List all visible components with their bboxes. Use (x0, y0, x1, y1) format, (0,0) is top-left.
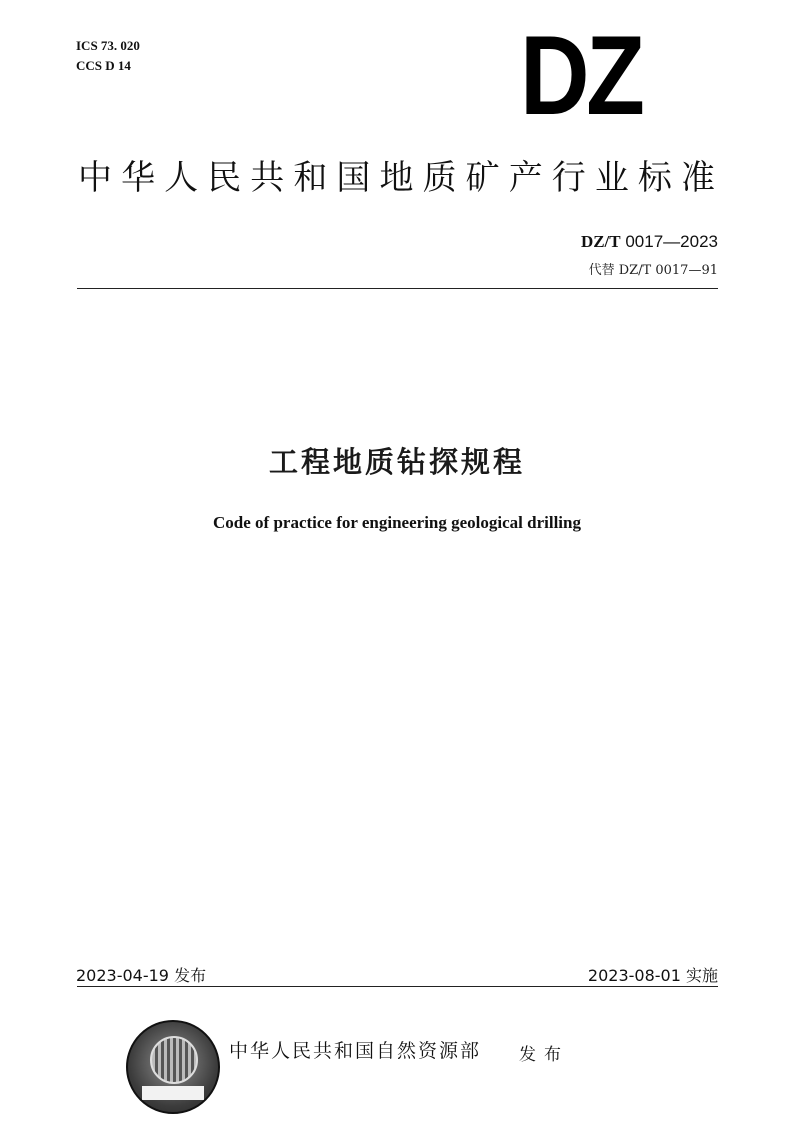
ics-code: ICS 73. 020 (76, 38, 140, 53)
top-divider (77, 288, 718, 289)
issuing-authority: 中华人民共和国自然资源部 (229, 1040, 482, 1062)
seal-emblem (150, 1036, 198, 1084)
standard-number-prefix: DZ/T (580, 232, 621, 251)
title-chinese: 工程地质钻探规程 (268, 445, 525, 479)
bottom-divider (77, 986, 718, 987)
standard-category: 中华人民共和国地质矿产行业标准 (78, 158, 718, 198)
dz-logo: DZ (520, 13, 642, 138)
implementation-date: 2023-08-01 实施 (587, 966, 718, 985)
seal-band (142, 1086, 204, 1100)
publication-date: 2023-04-19 发布 (76, 966, 207, 985)
standard-number (581, 232, 718, 252)
ccs-code: CCS D 14 (76, 58, 131, 73)
issue-word: 发布 (519, 1045, 569, 1065)
replaces-standard: 代替 DZ/T 0017—91 (588, 263, 718, 278)
title-english: Code of practice for engineering geological drilling (213, 513, 581, 532)
standard-number-value: 0017—2023 (620, 232, 718, 251)
ministry-seal-icon (126, 1020, 220, 1114)
